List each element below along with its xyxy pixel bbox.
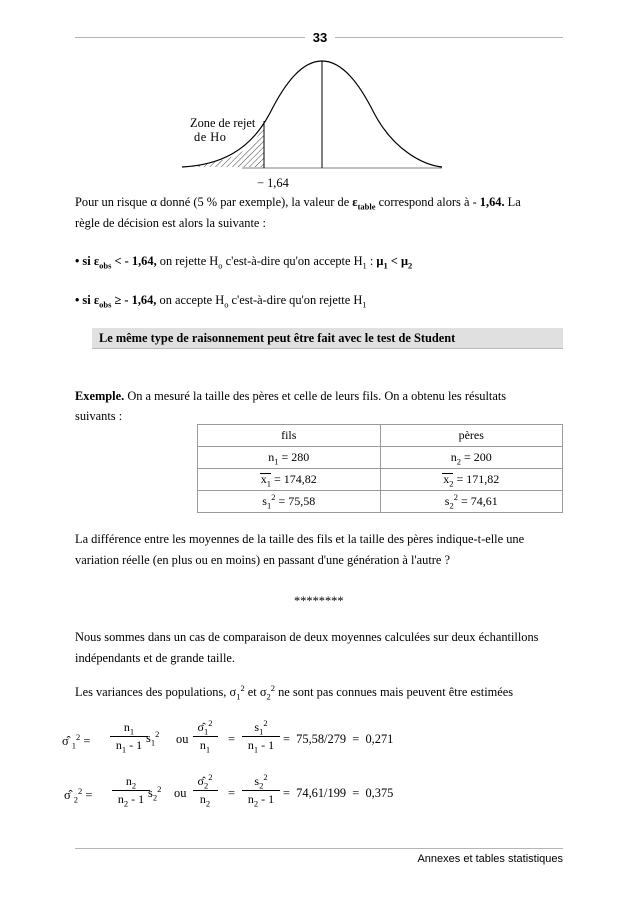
f2-den: $n_2 - 1$ bbox=[117, 792, 145, 809]
col-peres: pères bbox=[380, 425, 563, 447]
footer-text: Annexes et tables statistiques bbox=[417, 853, 563, 865]
f2-s: $s_2^2$ bbox=[148, 783, 162, 803]
f2-bar bbox=[112, 790, 150, 791]
f1-num: $n_1$ bbox=[123, 720, 135, 737]
f2-eq2: = bbox=[228, 786, 235, 800]
f1-bar3 bbox=[242, 736, 280, 737]
f2-result: = 74,61/199 = 0,375 bbox=[283, 786, 394, 800]
decision-rule-1: • si $\varepsilon_{obs}$ < - 1,64, on rejette $H_o$ c'est-à-dire qu'on accepte $H_1$ : $\mu_1 < \mu_2$ bbox=[75, 254, 413, 271]
mean1-cell: $x_1 = 174,82$ bbox=[198, 469, 381, 491]
f2-num: $n_2$ bbox=[125, 774, 137, 791]
f1-lhs: σ̂ $_1^2$ = bbox=[62, 731, 91, 751]
question-line1: La différence entre les moyennes de la taille des fils et la taille des pères indique-t-elle une bbox=[75, 532, 525, 546]
f2-bar2 bbox=[193, 790, 218, 791]
col-fils: fils bbox=[198, 425, 381, 447]
mean2-cell: $x_2 = 171,82$ bbox=[380, 469, 563, 491]
intro-line2: règle de décision est alors la suivante : bbox=[75, 216, 266, 230]
zone-label-line1: Zone de rejet bbox=[190, 116, 256, 130]
table-row bbox=[198, 447, 563, 469]
table-row bbox=[198, 469, 563, 491]
footer-rule bbox=[75, 848, 563, 849]
n1-cell: $n_1 = 280$ bbox=[198, 447, 381, 469]
page-number: 33 bbox=[312, 30, 328, 45]
student-note: Le même type de raisonnement peut être fait avec le test de Student bbox=[99, 331, 456, 345]
s2-cell: $s_2^2 = 74,61$ bbox=[380, 491, 563, 513]
f1-den3: $n_1 - 1$ bbox=[247, 738, 275, 755]
comparison-line2: indépendants et de grande taille. bbox=[75, 651, 235, 665]
decision-rule-2: • si $\varepsilon_{obs}$ ≥ - 1,64, on accepte $H_o$ c'est-à-dire qu'on rejette $H_1$ bbox=[75, 293, 367, 310]
question-line2: variation réelle (en plus ou en moins) en passant d'une génération à l'autre ? bbox=[75, 553, 451, 567]
n2-cell: $n_2 = 200$ bbox=[380, 447, 563, 469]
example-line1: Exemple. On a mesuré la taille des pères et celle de leurs fils. On a obtenu les résultats bbox=[75, 389, 507, 403]
student-note-box bbox=[92, 328, 563, 349]
s1-cell: $s_1^2 = 75,58$ bbox=[198, 491, 381, 513]
f1-eq2: = bbox=[228, 732, 235, 746]
f2-den2: $n_2$ bbox=[199, 792, 211, 809]
f2-ou: ou bbox=[174, 786, 187, 800]
f1-num2: $\sigmâ_1^2$ bbox=[197, 718, 213, 737]
f1-ou: ou bbox=[176, 732, 189, 746]
variances-line: Les variances des populations, $\sigma_1^2$ et $\sigma_2^2$ ne sont pas connues mais peuvent être estimées bbox=[75, 682, 514, 702]
f2-den3: $n_2 - 1$ bbox=[247, 792, 275, 809]
f1-den2: $n_1$ bbox=[199, 738, 211, 755]
critical-value-label: − 1,64 bbox=[257, 176, 289, 190]
table-row bbox=[198, 491, 563, 513]
f1-result: = 75,58/279 = 0,271 bbox=[283, 732, 394, 746]
bell-curve bbox=[182, 61, 442, 167]
table-header-row bbox=[198, 425, 563, 447]
header-rule-right bbox=[335, 37, 563, 38]
results-table bbox=[197, 424, 563, 513]
header-rule-left bbox=[75, 37, 305, 38]
f2-lhs: σ̂ $_2^2$ = bbox=[64, 785, 93, 805]
f1-bar2 bbox=[193, 736, 218, 737]
f2-num2: $\sigmâ_2^2$ bbox=[197, 772, 213, 791]
intro-line1: Pour un risque α donné (5 % par exemple), la valeur de $\varepsilon_{table}$ correspond alors à - 1,64. La bbox=[75, 195, 521, 212]
f2-num3: $s_2^2$ bbox=[254, 772, 268, 791]
f1-num3: $s_1^2$ bbox=[254, 718, 268, 737]
example-line2: suivants : bbox=[75, 409, 123, 423]
zone-label-line2: de Ho bbox=[194, 130, 227, 144]
f1-s: $s_1^2$ bbox=[146, 728, 160, 748]
separator-stars: ******** bbox=[294, 594, 344, 608]
f1-bar bbox=[110, 736, 148, 737]
f2-bar3 bbox=[242, 790, 280, 791]
f1-den: $n_1 - 1$ bbox=[115, 738, 143, 755]
comparison-line1: Nous sommes dans un cas de comparaison de deux moyennes calculées sur deux échantillons bbox=[75, 630, 539, 644]
